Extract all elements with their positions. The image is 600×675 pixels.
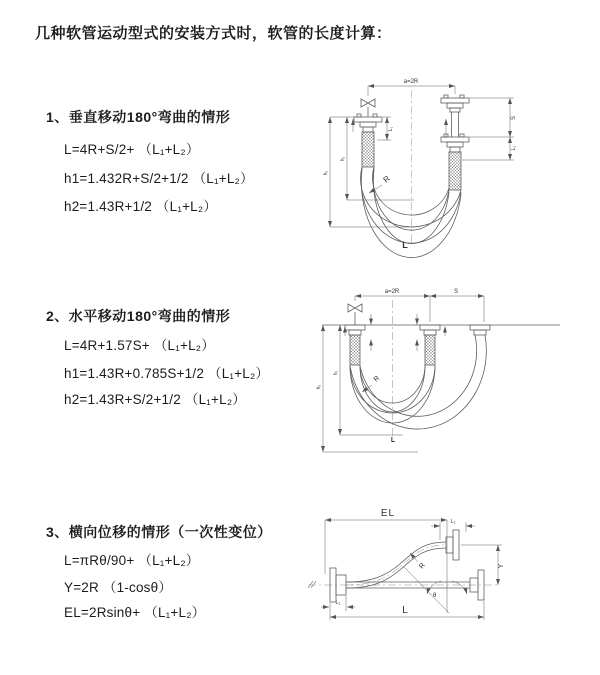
dim-label-h1: h₁: [333, 370, 339, 376]
section-1-heading: 1、垂直移动180°弯曲的情形: [46, 109, 231, 125]
dim-label-h1: h₁: [340, 156, 346, 162]
dim-label-el: EL: [380, 508, 396, 519]
dim-label-y: Y: [498, 563, 505, 569]
dim-label-s: S: [511, 115, 517, 121]
section-1-formula-L: L=4R+S/2+ （L₁+L₂）: [64, 142, 200, 157]
dim-label-s: S: [453, 289, 459, 295]
section-2-formula-h2: h2=1.43R+S/2+1/2 （L₁+L₂）: [64, 392, 246, 407]
label-length: L: [402, 240, 408, 250]
dimension-lines: [323, 296, 484, 452]
label-radius: R: [418, 561, 427, 571]
braided-section-right: [449, 152, 461, 190]
section-3-formula-Y: Y=2R （1-cosθ）: [64, 580, 173, 595]
dim-label-l1-bottom: L₁: [335, 600, 341, 606]
section-3-heading: 3、横向位移的情形（一次性变位）: [46, 524, 272, 540]
hose-drawing: [322, 304, 560, 429]
braided-section-middle: [425, 335, 435, 365]
label-length: L: [402, 605, 408, 616]
dim-label-l1-left: L₁: [388, 126, 394, 132]
section-1-formula-h2: h2=1.43R+1/2 （L₁+L₂）: [64, 199, 218, 214]
section-2-formula-h1: h1=1.43R+0.785S+1/2 （L₁+L₂）: [64, 366, 270, 381]
valve-icon: [348, 304, 362, 312]
section-2-formula-L: L=4R+1.57S+ （L₁+L₂）: [64, 338, 215, 353]
construction-lines: [404, 520, 467, 613]
dim-label-a2r: a=2R: [384, 289, 400, 295]
dimension-lines: [330, 86, 514, 227]
braided-section-left: [362, 132, 374, 167]
section-3-formula-EL: EL=2Rsinθ+ （L₁+L₂）: [64, 605, 206, 620]
section-2-heading: 2、水平移动180°弯曲的情形: [46, 308, 231, 324]
section-3-formula-L: L=πRθ/90+ （L₁+L₂）: [64, 553, 200, 568]
centerline-curve: [346, 545, 446, 585]
hose-drawing: [308, 530, 484, 602]
diagram-vertical-movement-180-bend: [310, 70, 600, 260]
label-length: L: [390, 437, 396, 444]
dim-label-h2: h₂: [316, 384, 322, 390]
braided-section-left: [350, 335, 360, 365]
page-title: 几种软管运动型式的安装方式时，软管的长度计算：: [35, 25, 392, 42]
section-1-formula-h1: h1=1.432R+S/2+1/2 （L₁+L₂）: [64, 171, 254, 186]
dim-label-a2r: a=2R: [403, 79, 419, 85]
dimension-lines: [321, 520, 502, 620]
centerline-break-mark: [308, 581, 316, 588]
dim-label-h2: h₂: [323, 170, 329, 176]
dim-label-l1-top: L₁: [450, 519, 456, 525]
label-radius: R: [372, 374, 382, 384]
label-theta: θ: [433, 593, 437, 599]
diagram-horizontal-movement-180-bend: [308, 278, 600, 468]
diagram-lateral-displacement: [300, 500, 600, 660]
valve-icon: [361, 99, 375, 107]
dim-label-l1-right: L₁: [511, 145, 517, 151]
label-radius: R: [381, 173, 392, 185]
